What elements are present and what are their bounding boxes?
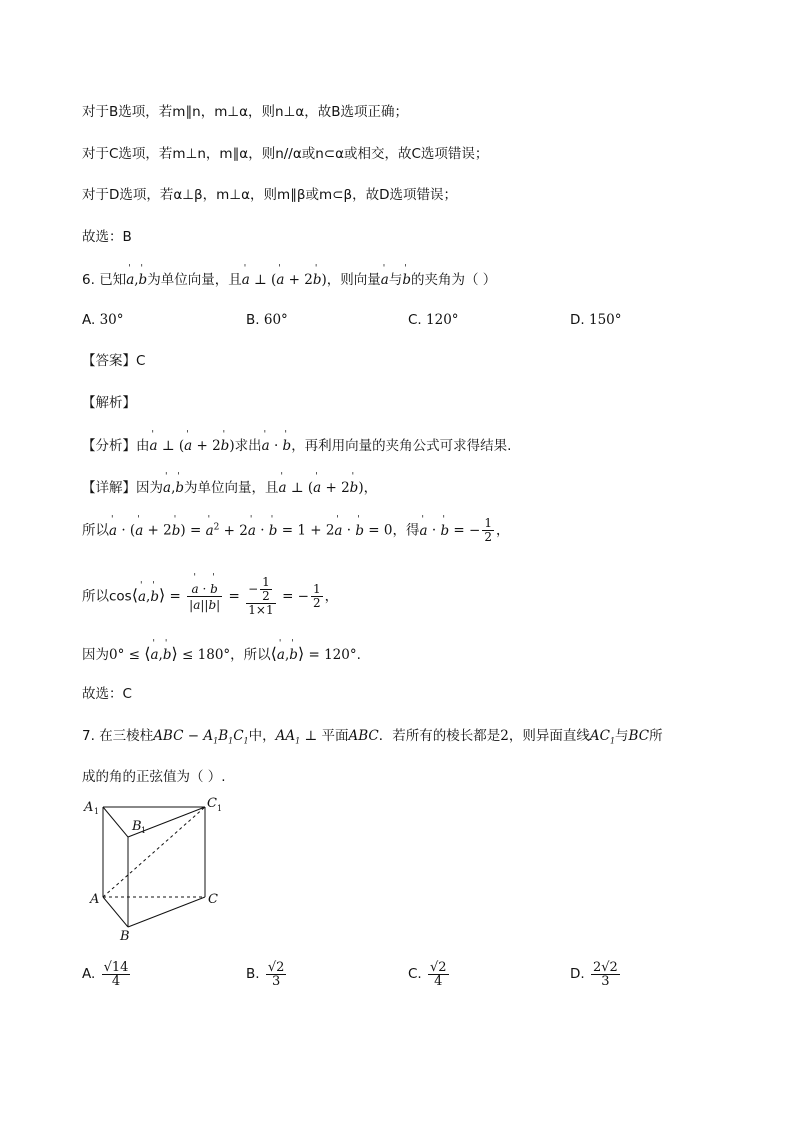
edge-a1b1 <box>103 807 128 837</box>
svg-text:1: 1 <box>141 826 147 835</box>
q6-fenxi: 【分析】由' a ⊥ (' a + 2' b)求出' a · ' b，再利用向量的夹角公式可求得结果. <box>82 434 511 456</box>
svg-text:1: 1 <box>217 804 223 813</box>
q6-detail: 【详解】因为' a,' b为单位向量，且' a ⊥ (' a + 2' b)， <box>82 476 377 498</box>
label-b: B <box>120 929 130 944</box>
q7-choice-a: A. $\frac{√14}{4}$ <box>82 960 129 989</box>
q6-choice-c: C. 120° <box>408 312 459 328</box>
q7-choice-b: B. $\frac{√2}{3}$ <box>246 960 285 989</box>
label-a1: A <box>84 800 94 815</box>
option-c-line: 对于C选项，若m⊥n，m∥α，则n//α或n⊂α或相交，故C选项错误； <box>82 146 489 162</box>
q6-choice-a: A. 30° <box>82 312 124 328</box>
prism-figure <box>80 796 240 946</box>
label-c: C <box>208 892 218 907</box>
q6-stem: 6. 已知' a,' b为单位向量，且' a ⊥ (' a + 2' b)，则向量' a与' b的夹角为（ ） <box>82 268 496 290</box>
q6-range-line: 因为0° ≤ ⟨' a,' b⟩ ≤ 180°，所以⟨' a,' b⟩ = 120°. <box>82 643 361 665</box>
q6-analysis-tag: 【解析】 <box>82 395 136 411</box>
svg-text:1: 1 <box>94 807 100 816</box>
q6-so-line: 所以' a · (' a + 2' b) = ' $a^2 + 2'$ a · ' b = 1 + 2' a · ' b = 0，得' a · ' b = − $\frac{1}{2}$ ， <box>82 517 509 544</box>
option-d-line: 对于D选项，若α⊥β，m⊥α，则m∥β或m⊂β，故D选项错误； <box>82 187 457 203</box>
q7-stem: 7. 在三棱柱ABC − $A_1B_1C_1$中，$AA_1$ ⊥ 平面ABC．若所有的棱长都是2，则异面直线$AC_1$与BC所 <box>82 728 663 746</box>
q6-cos-line: 所以cos⟨' a,' b⟩ = ' $\frac{a \cdot ' b}{|' a||' b|}$ = − $\frac{1}{2}$ 1×1 = − $\frac{1}{2}$ ， <box>82 576 338 617</box>
label-a: A <box>90 892 100 907</box>
edge-bc <box>128 897 205 927</box>
edge-ab <box>103 897 128 927</box>
q6-final: 故选：C <box>82 686 132 702</box>
q6-number: 6. <box>82 272 95 288</box>
option-b-line: 对于B选项，若m∥n，m⊥α，则n⊥α，故B选项正确； <box>82 104 409 120</box>
q7-stem-line2: 成的角的正弦值为（ ）. <box>82 769 226 785</box>
q7-choice-d: D. $\frac{2√2}{3}$ <box>570 960 618 989</box>
q7-choice-c: C. $\frac{√2}{4}$ <box>408 960 447 989</box>
q6-choice-d: D. 150° <box>570 312 622 328</box>
edge-ac1-hidden <box>103 807 205 897</box>
label-b1: B <box>132 819 142 834</box>
choose-b-line: 故选：B <box>82 229 132 245</box>
q6-choice-b: B. 60° <box>246 312 288 328</box>
label-c1: C <box>207 796 217 811</box>
q6-answer: 【答案】C <box>82 353 146 369</box>
